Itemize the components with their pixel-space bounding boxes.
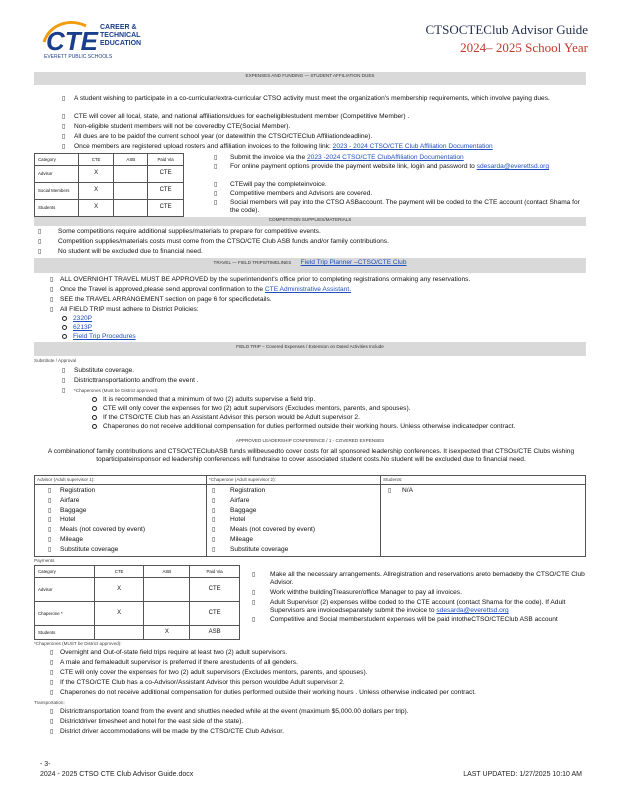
bullet-icon: ▯ [212, 488, 216, 494]
bullet-icon: ▯ [38, 239, 42, 245]
chaperone-expense-item: Airfare [230, 497, 250, 504]
bullet-icon: ▯ [252, 600, 256, 606]
bullet-icon: ▯ [50, 729, 54, 735]
bullet-icon: ▯ [214, 182, 218, 188]
leadership-columns-box [34, 475, 586, 557]
bullet-icon: ▯ [50, 277, 54, 283]
section-band-competition [34, 217, 586, 226]
footer-doc-name: 2024 - 2025 CTSO CTE Club Advisor Guide.docx [40, 771, 194, 778]
chaperone-item-2 [92, 405, 410, 413]
bullet-icon: ▯ [62, 368, 66, 374]
bullet-icon: ▯ [50, 307, 54, 313]
bullet-icon: ▯ [50, 297, 54, 303]
chaperone-item-4 [92, 423, 515, 431]
column-divider [380, 475, 381, 557]
section-band-travel [34, 258, 586, 273]
table-row [35, 578, 240, 602]
table-row [35, 602, 240, 626]
chaperone-expense-item: Registration [230, 487, 266, 494]
membership-right-bullet-1 [230, 154, 464, 162]
bullet-icon: ▯ [48, 517, 52, 523]
advisor-expense-item: Meals (not covered by event) [60, 526, 146, 533]
section-band-leadership [34, 438, 586, 447]
payments-bullet-3-text: Adult Supervisor (2) expenses willbe coded to the CTE account (contact Shama for the code). If Adult Supervisors are invoicedseparately submit the invoice to [270, 599, 566, 614]
chaperone-expense-item: Mileage [230, 536, 254, 543]
table-header-cell: Category [35, 154, 79, 166]
payments-bullet-1: Make all the necessary arrangements. Allregistration and reservations areto bemadeby the CTSO/CTE Club Advisor. [270, 571, 585, 586]
transport-bullet-1: Districttransportation toand from the event and shuttles needed while at the event (maximum $5,000.00 dollars per trip). [60, 708, 409, 715]
logo-line1: CAREER & [100, 24, 137, 31]
bullet-icon: ▯ [214, 191, 218, 197]
competition-bullet-3: No student will be excluded due to financial need. [58, 248, 203, 255]
transportation-label: Transportation: [34, 700, 65, 705]
bullet-icon: ▯ [48, 508, 52, 514]
membership-right-bullet-2-text: For online payment options provide the payment website link, login and password to [230, 163, 475, 170]
bullet-icon: ▯ [212, 547, 216, 553]
advisor-expense-item: Baggage [60, 507, 87, 514]
band-membership-text: EXPENSES AND FUNDING — STUDENT AFFILIATION DUES [245, 73, 375, 78]
table-cell [114, 166, 148, 183]
bullet-icon: ▯ [62, 114, 66, 120]
bullet-icon: ▯ [252, 590, 256, 596]
membership-table [34, 153, 184, 217]
bullet-icon: ▯ [214, 155, 218, 161]
payments-bullet-2: Work withthe buildingTreasurer/office Manager to pay all invoices. [270, 589, 462, 596]
bullet-icon: ▯ [212, 527, 216, 533]
band-field-trip-text: FIELD TRIP – Covered Expenses / Extension on Dated Activities Include [236, 344, 384, 349]
payments-bullet-4: Competitive and Social memberstudent expenses will be paid intotheCTSO/CTEClub ASB account [270, 616, 558, 623]
col-head-chaperone: *Chaperone (Adult supervisor 2): [209, 477, 276, 482]
table-header-row [35, 154, 184, 166]
cte-logo [40, 16, 180, 60]
bullet-icon: ▯ [50, 680, 54, 686]
membership-bullet-5 [74, 143, 493, 151]
table-cell: X [78, 166, 114, 183]
bullet-icon: ▯ [50, 690, 54, 696]
table-cell: Students [35, 626, 95, 640]
bullet-icon: ▯ [212, 537, 216, 543]
table-header-cell: CTE [94, 566, 144, 578]
logo-letters: CTE [46, 26, 98, 56]
bullet-icon: ▯ [50, 709, 54, 715]
bullet-icon: ▯ [214, 164, 218, 170]
transport-bullet-2: Districtdriver timesheet and hotel for the east side of the state). [60, 718, 244, 725]
logo-line3: EDUCATION [100, 40, 142, 47]
bullet-icon: ▯ [48, 498, 52, 504]
chaperone-item-1-text: It is recommended that a minimum of two (2) adults supervise a field trip. [103, 396, 316, 403]
column-header-divider [34, 484, 586, 485]
chaperone-expense-item: Substitute coverage [230, 546, 289, 553]
travel-bullet-4: All FIELD TRIP must adhere to District Policies: [60, 306, 199, 313]
bullet-icon: ▯ [48, 488, 52, 494]
table-cell: CTE [148, 166, 184, 183]
page-number: - 3- [40, 761, 51, 768]
chaperone-heading: *Chaperones (Must be District approved): [74, 388, 159, 393]
table-header-cell: Paid Via [190, 566, 240, 578]
chaperone-item-1 [92, 396, 315, 404]
table-cell [114, 183, 148, 200]
field-trip-sub-label: Substitute / Approval [34, 358, 77, 363]
policy-item-1 [62, 315, 92, 323]
bullet-icon: ▯ [48, 527, 52, 533]
page-title: CTSOCTEClub Advisor Guide [425, 22, 588, 37]
bullet-icon: ▯ [252, 617, 256, 623]
travel-bullet-2-text: Once the Travel is approved,please send approval confirmation to the [60, 286, 264, 293]
bullet-icon: ▯ [212, 498, 216, 504]
chaperones2-bullet-1: Overnight and Out-of-state field trips require at least two (2) adult supervisors. [60, 649, 288, 656]
footer-last-updated: LAST UPDATED: 1/27/2025 10:10 AM [463, 771, 582, 778]
circle-bullet-icon [92, 415, 97, 420]
invoice-doc-link[interactable]: 2023 -2024 CTSO/CTE ClubAffiliation Documentation [306, 154, 464, 161]
membership-right-bullet-5: Social members will pay into the CTSO ASBaccount. The payment will be coded to the CTE account (contact Shama for the code). [230, 199, 580, 214]
chaperones2-bullet-2: A male and femaleadult supervisor is preferred if there arestudents of all genders. [60, 659, 298, 666]
payments-bullet-3 [270, 599, 586, 615]
chaperone-item-3 [92, 414, 360, 422]
policy-link-2320p[interactable]: 2320P [73, 315, 93, 322]
bullet-icon: ▯ [50, 287, 54, 293]
bullet-icon: ▯ [48, 537, 52, 543]
section-band-membership [34, 72, 586, 85]
membership-right-bullet-2 [230, 163, 580, 171]
membership-bullet-5-text: Once members are registered upload rosters and affiliation invoices to the following link: [74, 143, 331, 150]
students-expense-item: N/A [402, 487, 413, 494]
chaperone-item-4-text: Chaperones do not receive additional compensation for duties performed outside their working hours. Unless otherwise indicatedper contract. [103, 423, 516, 430]
advisor-expense-item: Substitute coverage [60, 546, 119, 553]
chaperone-expense-item: Meals (not covered by event) [230, 526, 316, 533]
logo-line2: TECHNICAL [100, 32, 141, 39]
bullet-icon: ▯ [50, 719, 54, 725]
table-cell: CTE [148, 183, 184, 200]
bullet-icon: ▯ [62, 124, 66, 130]
table-row [35, 626, 240, 640]
policy-link-6213p[interactable]: 6213P [73, 324, 93, 331]
membership-right-bullet-3: CTEwill pay the completeinvoice. [230, 181, 327, 188]
col-head-students: Students: [383, 477, 403, 482]
chaperones-heading-2: *Chaperones (MUST be District approved): [34, 641, 122, 646]
policy-item-3 [62, 333, 136, 341]
bullet-icon: ▯ [62, 388, 66, 394]
competition-bullet-1: Some competitions require additional supplies/materials to prepare for competitive events. [58, 228, 321, 235]
chaperones2-bullet-5: Chaperones do not receive additional compensation for duties performed outside their working hours . Unless otherwise indicated per contract. [60, 689, 477, 696]
bullet-icon: ▯ [62, 134, 66, 140]
circle-bullet-icon [62, 316, 67, 321]
table-row [35, 183, 184, 200]
circle-bullet-icon [92, 424, 97, 429]
bullet-icon: ▯ [62, 144, 66, 150]
bullet-icon: ▯ [62, 96, 66, 102]
table-row [35, 166, 184, 183]
field-trip-bullet-1: Substitute coverage. [74, 367, 135, 374]
table-cell [144, 602, 190, 626]
membership-right-bullet-4: Competitive members and Advisors are covered. [230, 190, 373, 197]
band-leadership-text: APPROVED LEADERSHIP CONFERENCE / 1 - COVERED EXPENSES [235, 438, 385, 443]
table-cell: Advisor [35, 578, 95, 602]
payments-label: Payments [34, 558, 55, 563]
table-cell: Students [35, 200, 79, 217]
travel-bullet-1: ALL OVERNIGHT TRAVEL MUST BE APPROVED by the superintendent's office prior to completing registrations ormaking any reservations. [60, 276, 471, 283]
table-cell: X [94, 602, 144, 626]
band-competition-text: COMPETITION SUPPLIES/MATERIALS [268, 217, 352, 222]
advisor-expense-item: Mileage [60, 536, 84, 543]
table-header-cell: Paid Via [148, 154, 184, 166]
bullet-icon: ▯ [62, 378, 66, 384]
bullet-icon: ▯ [38, 229, 42, 235]
bullet-icon: ▯ [388, 488, 392, 494]
email-link[interactable]: sdesarda@everettsd.org [476, 163, 549, 170]
table-cell: Advisor [35, 166, 79, 183]
table-cell: CTE [190, 578, 240, 602]
circle-bullet-icon [92, 397, 97, 402]
chaperone-expense-item: Hotel [230, 516, 246, 523]
column-divider [206, 475, 207, 557]
email-link[interactable]: sdesarda@everettsd.org [436, 606, 509, 614]
table-cell [144, 578, 190, 602]
table-cell: ASB [190, 626, 240, 640]
chaperone-item-3-text: If the CTSO/CTE Club has an Assistant Advisor this person would be Adult supervisor 2. [103, 414, 360, 421]
advisor-expense-item: Airfare [60, 497, 80, 504]
travel-bullet-3: SEE the TRAVEL ARRANGEMENT section on page 6 for specificdetails. [60, 296, 272, 303]
table-cell: X [78, 183, 114, 200]
table-cell: X [144, 626, 190, 640]
table-cell: CTE [190, 602, 240, 626]
table-cell: CTE [148, 200, 184, 217]
policy-link-field-trip[interactable]: Field Trip Procedures [73, 333, 136, 340]
circle-bullet-icon [62, 325, 67, 330]
bullet-icon: ▯ [50, 650, 54, 656]
bullet-icon: ▯ [38, 249, 42, 255]
membership-bullet-1: A student wishing to participate in a co-curricular/extra-curricular CTSO activity must meet the organization's membership requirements, which involve paying dues. [74, 95, 550, 102]
table-row [35, 200, 184, 217]
bullet-icon: ▯ [48, 547, 52, 553]
section-band-field-trip [34, 342, 586, 356]
bullet-icon: ▯ [50, 670, 54, 676]
bullet-icon: ▯ [212, 508, 216, 514]
table-header-cell: Category [35, 566, 95, 578]
leadership-paragraph: A combinationof family contributions and CTSO/CTEClubASB funds willbeusedto cover costs for all sponsored leadership conferences. It isexpected that CTSOs/CTE Clubs wishing toparticipateinsponsor ed leadership conferences will fundraise to cover associated student costs.No student will be excluded due to financial need. [47, 448, 575, 463]
chaperones2-bullet-4: If the CTSO/CTE Club has a co-Advisor/Assistant Advisor this person wouldbe Adult supervisor 2. [60, 679, 345, 686]
page-subtitle: 2024– 2025 School Year [460, 40, 588, 55]
payments-table [34, 565, 240, 640]
bullet-icon: ▯ [50, 660, 54, 666]
membership-right-bullet-1-text: Submit the invoice via the [230, 154, 306, 161]
table-header-cell: ASB [114, 154, 148, 166]
transport-bullet-3: District driver accommodations will be made by the CTSO/CTE Club Advisor. [60, 728, 284, 735]
admin-assistant-link[interactable]: CTE Administrative Assistant. [264, 286, 352, 293]
membership-bullet-3: Non-eligible student members will not be coveredby CTE(Social Member). [74, 123, 291, 130]
membership-bullet-4: All dues are to be paidof the current school year (or datewithin the CTSO/CTEClub Affiliationdeadline). [74, 133, 373, 140]
advisor-expense-item: Registration [60, 487, 96, 494]
table-header-row [35, 566, 240, 578]
chaperone-expense-item: Baggage [230, 507, 257, 514]
circle-bullet-icon [92, 406, 97, 411]
bullet-icon: ▯ [214, 200, 218, 206]
col-head-advisor: Advisor (Adult supervisor 1): [37, 477, 95, 482]
bullet-icon: ▯ [212, 517, 216, 523]
table-cell: X [94, 578, 144, 602]
field-trip-bullet-2: Districttransportationto andfrom the event . [74, 377, 199, 384]
logo-tagline: EVERETT PUBLIC SCHOOLS [44, 54, 113, 60]
circle-bullet-icon [62, 334, 67, 339]
table-cell [94, 626, 144, 640]
table-cell [114, 200, 148, 217]
band-travel-text: TRAVEL — FIELD TRIPS/TIMELINES [213, 260, 292, 265]
table-cell: Social Members [35, 183, 79, 200]
policy-item-2 [62, 324, 92, 332]
travel-bullet-2 [60, 286, 351, 294]
cte-logo-mark [40, 16, 180, 60]
advisor-expense-item: Hotel [60, 516, 76, 523]
bullet-icon: ▯ [252, 572, 256, 578]
table-cell: Chaperone * [35, 602, 95, 626]
membership-bullet-2: CTE will cover all local, state, and national affiliations/dues for eacheligiblestudent member (Competitive Member) . [74, 113, 410, 120]
field-trip-planner-link[interactable]: Field Trip Planner –CTSO/CTE Club [300, 259, 407, 266]
table-cell: X [78, 200, 114, 217]
chaperone-item-2-text: CTE will only cover the expenses for two (2) adult supervisors (Excludes mentors, parents, and spouses). [103, 405, 411, 412]
table-header-cell: ASB [144, 566, 190, 578]
competition-bullet-2: Competition supplies/materials costs must come from the CTSO/CTE Club ASB funds and/or family contributions. [58, 238, 389, 245]
affiliation-doc-link[interactable]: 2023 - 2024 CTSO/CTE Club Affiliation Documentation [332, 143, 493, 150]
table-header-cell: CTE [78, 154, 114, 166]
chaperones2-bullet-3: CTE will only cover the expenses for two (2) adult supervisors (Excludes mentors, parents, and spouses). [60, 669, 368, 676]
